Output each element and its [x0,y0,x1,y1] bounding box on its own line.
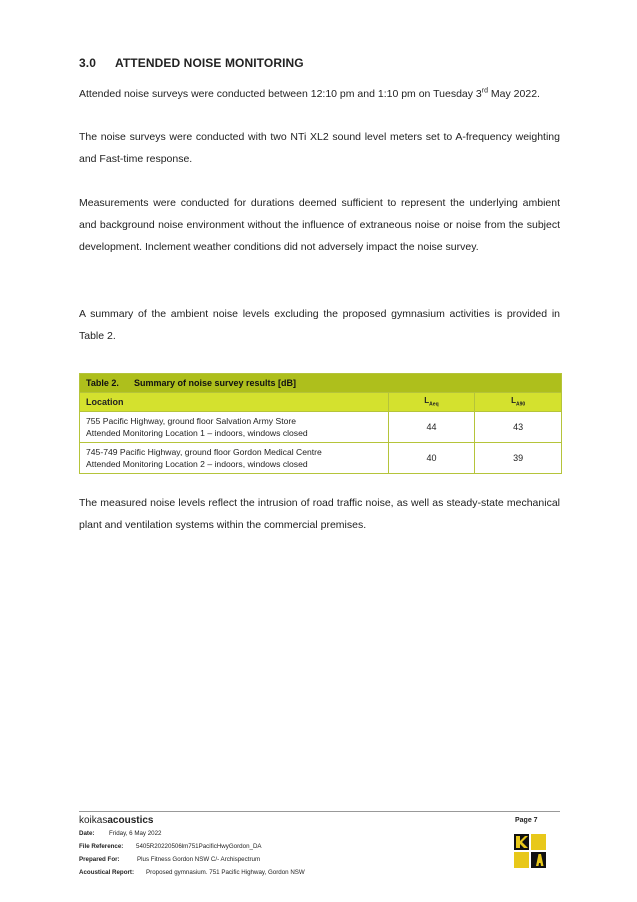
row-location: 745-749 Pacific Highway, ground floor Gordon Medical Centre Attended Monitoring Location 2 – indoors, windows closed [80,443,389,474]
section-heading [79,56,304,70]
footer-divider [79,811,560,812]
header-la90: $L_{A90}$ [475,393,562,412]
header-laeq: $L_{Aeq}$ [388,393,475,412]
company-logo: koikasacoustics [79,815,154,826]
paragraph-conclusion: The measured noise levels reflect the intrusion of road traffic noise, as well as steady-state mechanical plant and ventilation systems within the commercial premises. [79,497,560,531]
section-title: ATTENDED NOISE MONITORING [115,56,304,70]
row-laeq: 44 [388,412,475,443]
table-row [80,443,562,474]
table-caption-text: Summary of noise survey results [dB] [134,378,297,388]
noise-survey-table [79,373,562,474]
p1-text-end: May 2022. [488,88,540,100]
footer-date: Date: Friday, 6 May 2022 [79,830,162,837]
paragraph-equipment: The noise surveys were conducted with two NTi XL2 sound level meters set to A-frequency weighting and Fast-time response. [79,131,560,165]
footer-file-reference: File Reference: 5405R20220506lm751PacificHwyGordon_DA [79,843,262,850]
p1-sup: rd [481,87,488,95]
row-la90: 39 [475,443,562,474]
table-caption [80,374,562,393]
table-number: Table 2. [86,378,119,388]
page-number: Page 7 [515,817,538,824]
paragraph-measurement: Measurements were conducted for durations deemed sufficient to represent the underlying ambient and background noise environment without the influence of extraneous noise or noise from the subject development. Inclement weather conditions did not adversely impact the noise survey. [79,197,560,253]
paragraph-summary: A summary of the ambient noise levels excluding the proposed gymnasium activities is provided in Table 2. [79,308,560,342]
p1-text: Attended noise surveys were conducted between 12:10 pm and 1:10 pm on Tuesday 3 [79,88,482,100]
header-location: Location [80,393,389,412]
table-row [80,412,562,443]
footer-prepared-for: Prepared For: Plus Fitness Gordon NSW C/- Archispectrum [79,856,261,863]
ka-logo-icon [512,832,548,870]
section-number: 3.0 [79,56,96,70]
paragraph-survey-time [79,83,560,105]
row-laeq: 40 [388,443,475,474]
row-location: 755 Pacific Highway, ground floor Salvation Army Store Attended Monitoring Location 1 – indoors, windows closed [80,412,389,443]
row-la90: 43 [475,412,562,443]
footer-acoustical-report: Acoustical Report: Proposed gymnasium. 751 Pacific Highway, Gordon NSW [79,869,305,876]
